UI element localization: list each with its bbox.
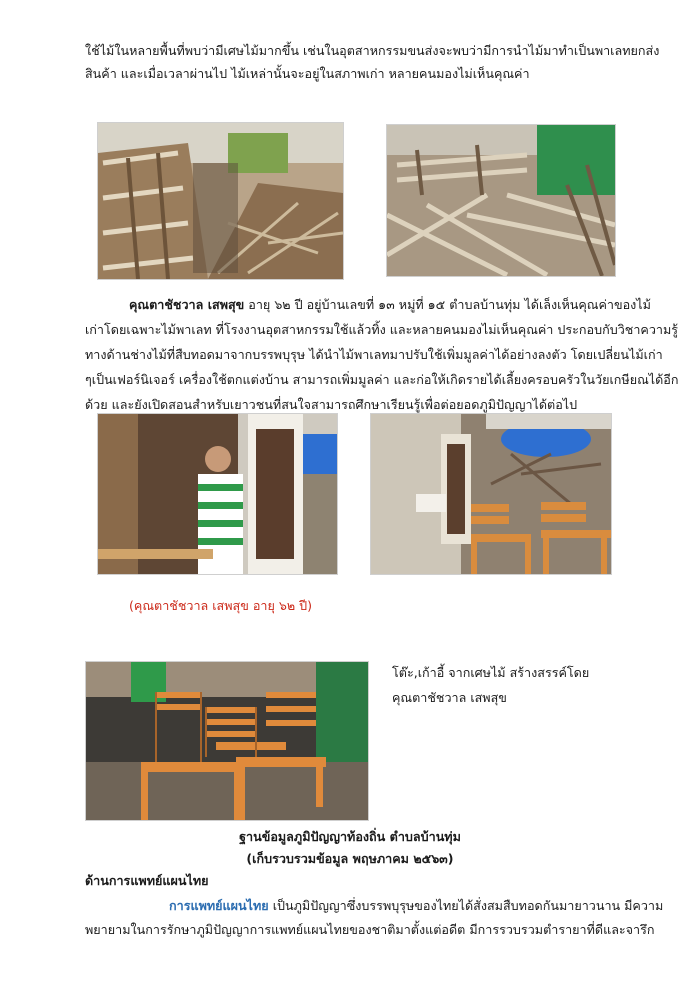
paragraph-3-line-2: พยายามในการรักษาภูมิปัญญาการแพทย์แผนไทยของชาติมาตั้งแต่อดีต มีการรวบรวมตำรายาที่ดีและจารึก (85, 922, 655, 937)
paragraph-2-line-5: ด้วย และยังเปิดสอนสำหรับเยาวชนที่สนใจสามารถศึกษาเรียนรู้เพื่อต่อยอดภูมิปัญญาได้ต่อไป (85, 397, 578, 412)
database-title-line-1: ฐานข้อมูลภูมิปัญญาท้องถิ่น ตำบลบ้านทุ่ม (239, 829, 461, 844)
furniture-caption-line-2: คุณตาชัชวาล เสพสุข (392, 690, 507, 705)
workshop-chairs-photo (370, 413, 612, 575)
paragraph-1-line-1: ใช้ไม้ในหลายพื้นที่พบว่ามีเศษไม้มากขึ้น เช่นในอุตสาหกรรมขนส่งจะพบว่ามีการนำไม้มาทำเป็นพาเลทยกส่ง (85, 43, 660, 58)
paragraph-2-line-1-rest: อายุ ๖๒ ปี อยู่บ้านเลขที่ ๑๓ หมู่ที่ ๑๕ ตำบลบ้านทุ่ม ได้เล็งเห็นคุณค่าของไม้ (244, 297, 651, 312)
paragraph-2-line-3: ทางด้านช่างไม้ที่สืบทอดมาจากบรรพบุรุษ ได้นำไม้พาเลทมาปรับใช้เพิ่มมูลค่าได้อย่างลงตัว โดยเปลี่ยนไม้เก่า (85, 347, 663, 362)
pallet-wood-pile-photo-left (97, 122, 344, 280)
paragraph-1-line-2: สินค้า และเมื่อเวลาผ่านไป ไม้เหล่านั้นจะอยู่ในสภาพเก่า หลายคนมองไม่เห็นคุณค่า (85, 66, 530, 81)
section-heading-thai-medicine: ด้านการแพทย์แผนไทย (85, 873, 209, 888)
paragraph-2-line-2: เก่าโดยเฉพาะไม้พาเลท ที่โรงงานอุตสาหกรรมใช้แล้วทิ้ง และหลายคนมองไม่เห็นคุณค่า ประกอบกับวิชาความรู้ (85, 322, 679, 337)
paragraph-2-line-1 (129, 296, 651, 313)
thai-medicine-highlight: การแพทย์แผนไทย (169, 898, 269, 913)
paragraph-3-line-1-rest: เป็นภูมิปัญญาซึ่งบรรพบุรุษของไทยได้สั่งสมสืบทอดกันมายาวนาน มีความ (268, 898, 664, 913)
pallet-wood-pile-photo-right (386, 124, 616, 277)
paragraph-3-line-1 (169, 897, 663, 914)
furniture-caption-line-1: โต๊ะ,เก้าอี้ จากเศษไม้ สร้างสรรค์โดย (392, 665, 590, 680)
paragraph-2-line-4: ๆเป็นเฟอร์นิเจอร์ เครื่องใช้ตกแต่งบ้าน สามารถเพิ่มมูลค่า และก่อให้เกิดรายได้เลี้ยงครอบครัวในวัยเกษียณได้อีก (85, 372, 679, 387)
craftsman-photo-caption: (คุณตาชัชวาล เสพสุข อายุ ๖๒ ปี) (129, 598, 313, 613)
craftsman-portrait-photo (97, 413, 338, 575)
person-name: คุณตาชัชวาล เสพสุข (129, 297, 245, 312)
furniture-from-wood-scraps-photo (85, 661, 369, 821)
database-title-line-2: (เก็บรวบรวมข้อมูล พฤษภาคม ๒๕๖๓) (246, 851, 454, 866)
